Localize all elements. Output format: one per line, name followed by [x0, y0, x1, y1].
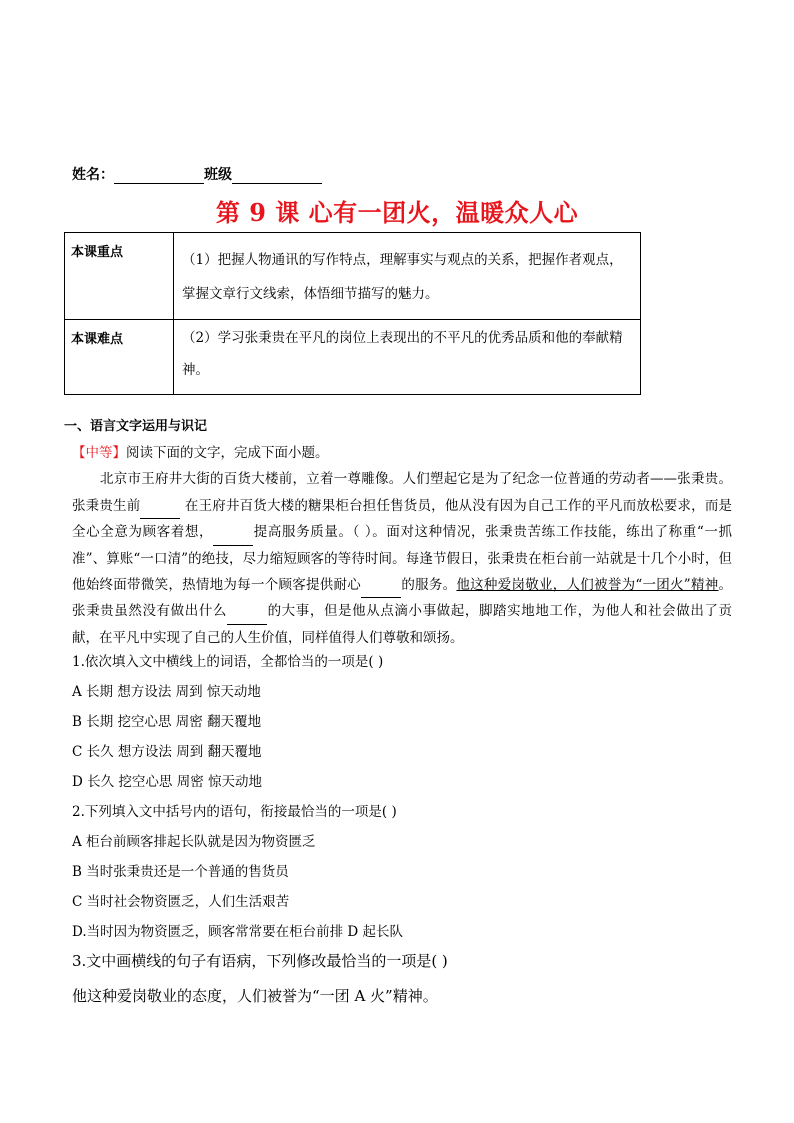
blank-3[interactable] — [361, 582, 401, 598]
difficulty-tag: 【中等】 — [72, 445, 126, 461]
name-label: 姓名： — [72, 167, 114, 183]
q1-option-d[interactable]: D 长久 挖空心思 周密 惊天动地 — [72, 774, 262, 790]
q1-option-c[interactable]: C 长久 想方设法 周到 翻天覆地 — [72, 744, 262, 760]
question-1: 1.依次填入文中横线上的词语，全都恰当的一项是( ) — [72, 654, 384, 670]
q1-option-a[interactable]: A 长期 想方设法 周到 惊天动地 — [72, 684, 261, 700]
difficulties-text: （2）学习张秉贵在平凡的岗位上表现出的不平凡的优秀品质和他的奉献精神。 — [174, 320, 641, 395]
q2-option-b[interactable]: B 当时张秉贵还是一个普通的售货员 — [72, 864, 289, 880]
name-blank[interactable] — [114, 168, 204, 184]
q2-option-a[interactable]: A 柜台前顾客排起长队就是因为物资匮乏 — [72, 834, 316, 850]
difficulties-label: 本课难点 — [65, 320, 174, 395]
question-3: 3.文中画横线的句子有语病，下列修改最恰当的一项是( ) — [72, 952, 448, 970]
section-heading: 一、语言文字运用与识记 — [64, 419, 208, 434]
underlined-sentence: 他这种爱岗敬业，人们被誉为“一团火”精神 — [456, 577, 719, 594]
passage-intro: 阅读下面的文字，完成下面小题。 — [126, 445, 329, 461]
q2-option-d[interactable]: D.当时因为物资匮乏，顾客常常要在柜台前排 D 起长队 — [72, 924, 404, 940]
passage-body: 北京市王府井大街的百货大楼前，立着一尊雕像。人们塑起它是为了纪念一位普通的劳动者——张秉贵。张秉贵生前 在王府井百货大楼的糖果柜台担任售货员，他从没有因为自己工作的平凡而放松要求，而是全心全意为顾客着想， 提高服务质量。（ ）。面对这种情况，张秉贵苦练工作技能，练出了称重“一抓准”、算账“一口清”的绝技，尽力缩短顾客的等待时间。每逢节假日，张秉贵在柜台前一站就是十几个小时，但他始终面带微笑，热情地为每一个顾客提供耐心 的服务。他这种爱岗敬业，人们被誉为“一团火”精神。张秉贵虽然没有做出什么 的大事，但是他从点滴小事做起，脚踏实地地工作，为他人和社会做出了贡献，在平凡中实现了自己的人生价值，同样值得人们尊敬和颂扬。 — [72, 471, 733, 646]
blank-1[interactable] — [140, 503, 180, 519]
blank-2[interactable] — [213, 530, 253, 546]
lesson-title: 第 9 课 心有一团火，温暖众人心 — [215, 198, 579, 227]
question-2: 2.下列填入文中括号内的语句，衔接最恰当的一项是( ) — [72, 804, 397, 820]
focus-table — [64, 232, 641, 395]
question-3-sentence: 他这种爱岗敬业的态度，人们被誉为“一团 A 火”精神。 — [72, 987, 438, 1005]
reading-passage — [72, 440, 732, 651]
student-info-line — [72, 164, 322, 184]
blank-4[interactable] — [227, 609, 267, 625]
q2-option-c[interactable]: C 当时社会物资匮乏，人们生活艰苦 — [72, 894, 290, 910]
key-points-label: 本课重点 — [65, 233, 174, 320]
key-points-text: （1）把握人物通讯的写作特点，理解事实与观点的关系，把握作者观点，掌握文章行文线索，体悟细节描写的魅力。 — [174, 233, 641, 320]
class-label: 班级 — [204, 167, 232, 183]
q1-option-b[interactable]: B 长期 挖空心思 周密 翻天覆地 — [72, 714, 262, 730]
class-blank[interactable] — [232, 168, 322, 184]
